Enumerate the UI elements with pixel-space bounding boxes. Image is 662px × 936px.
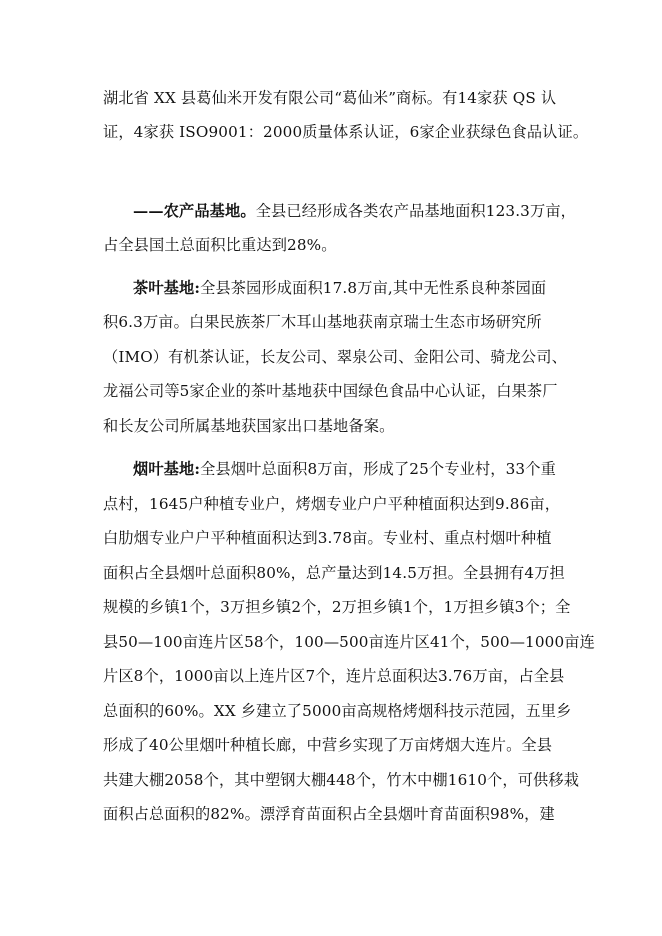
tobacco-heading: 烟叶基地:	[133, 460, 201, 478]
intro-line-2: 证，4家获 ISO9001：2000质量体系认证，6家企业获绿色食品认证。	[103, 123, 589, 141]
tobacco-line-8: 总面积的60%。XX 乡建立了5000亩高规格烤烟科技示范园，五里乡	[103, 702, 572, 720]
section-base-line-2: 占全县国土总面积比重达到28%。	[103, 236, 337, 254]
tobacco-line-4: 面积占全县烟叶总面积80%，总产量达到14.5万担。全县拥有4万担	[103, 564, 565, 582]
tea-heading: 茶叶基地:	[133, 279, 201, 297]
tobacco-line-9: 形成了40公里烟叶种植长廊，中营乡实现了万亩烤烟大连片。全县	[103, 736, 553, 754]
tea-line-5: 和长友公司所属基地获国家出口基地备案。	[103, 417, 395, 435]
section-base-text: 全县已经形成各类农产品基地面积123.3万亩，	[255, 202, 577, 220]
tobacco-first-line	[133, 459, 556, 479]
tea-first-line	[133, 278, 546, 298]
tobacco-line-2: 点村，1645户种植专业户，烤烟专业户户平种植面积达到9.86亩，	[103, 495, 561, 513]
tea-line-3: （IMO）有机茶认证，长友公司、翠泉公司、金阳公司、骑龙公司、	[103, 348, 567, 366]
tobacco-line-10: 共建大棚2058个，其中塑钢大棚448个，竹木中棚1610个，可供移栽	[103, 771, 580, 789]
section-base-heading: ——农产品基地。	[133, 202, 256, 220]
tobacco-line-7: 片区8个，1000亩以上连片区7个，连片总面积达3.76万亩，占全县	[103, 667, 565, 685]
tobacco-text: 全县烟叶总面积8万亩，形成了25个专业村，33个重	[200, 460, 556, 478]
tobacco-line-3: 白肋烟专业户户平种植面积达到3.78亩。专业村、重点村烟叶种植	[103, 529, 552, 547]
section-base-first-line	[133, 201, 576, 221]
tobacco-line-6: 县50—100亩连片区58个，100—500亩连片区41个，500—1000亩连	[103, 633, 595, 651]
tea-line-4: 龙福公司等5家企业的茶叶基地获中国绿色食品中心认证，白果茶厂	[103, 382, 558, 400]
tobacco-line-11: 面积占总面积的82%。漂浮育苗面积占全县烟叶育苗面积98%，建	[103, 805, 555, 823]
tea-line-2: 积6.3万亩。白果民族茶厂木耳山基地获南京瑞士生态市场研究所	[103, 313, 542, 331]
tobacco-line-5: 规模的乡镇1个，3万担乡镇2个，2万担乡镇1个，1万担乡镇3个；全	[103, 598, 571, 616]
intro-line-1: 湖北省 XX 县葛仙米开发有限公司“葛仙米”商标。有14家获 QS 认	[103, 89, 557, 107]
tea-text: 全县茶园形成面积17.8万亩,其中无性系良种茶园面	[200, 279, 547, 297]
